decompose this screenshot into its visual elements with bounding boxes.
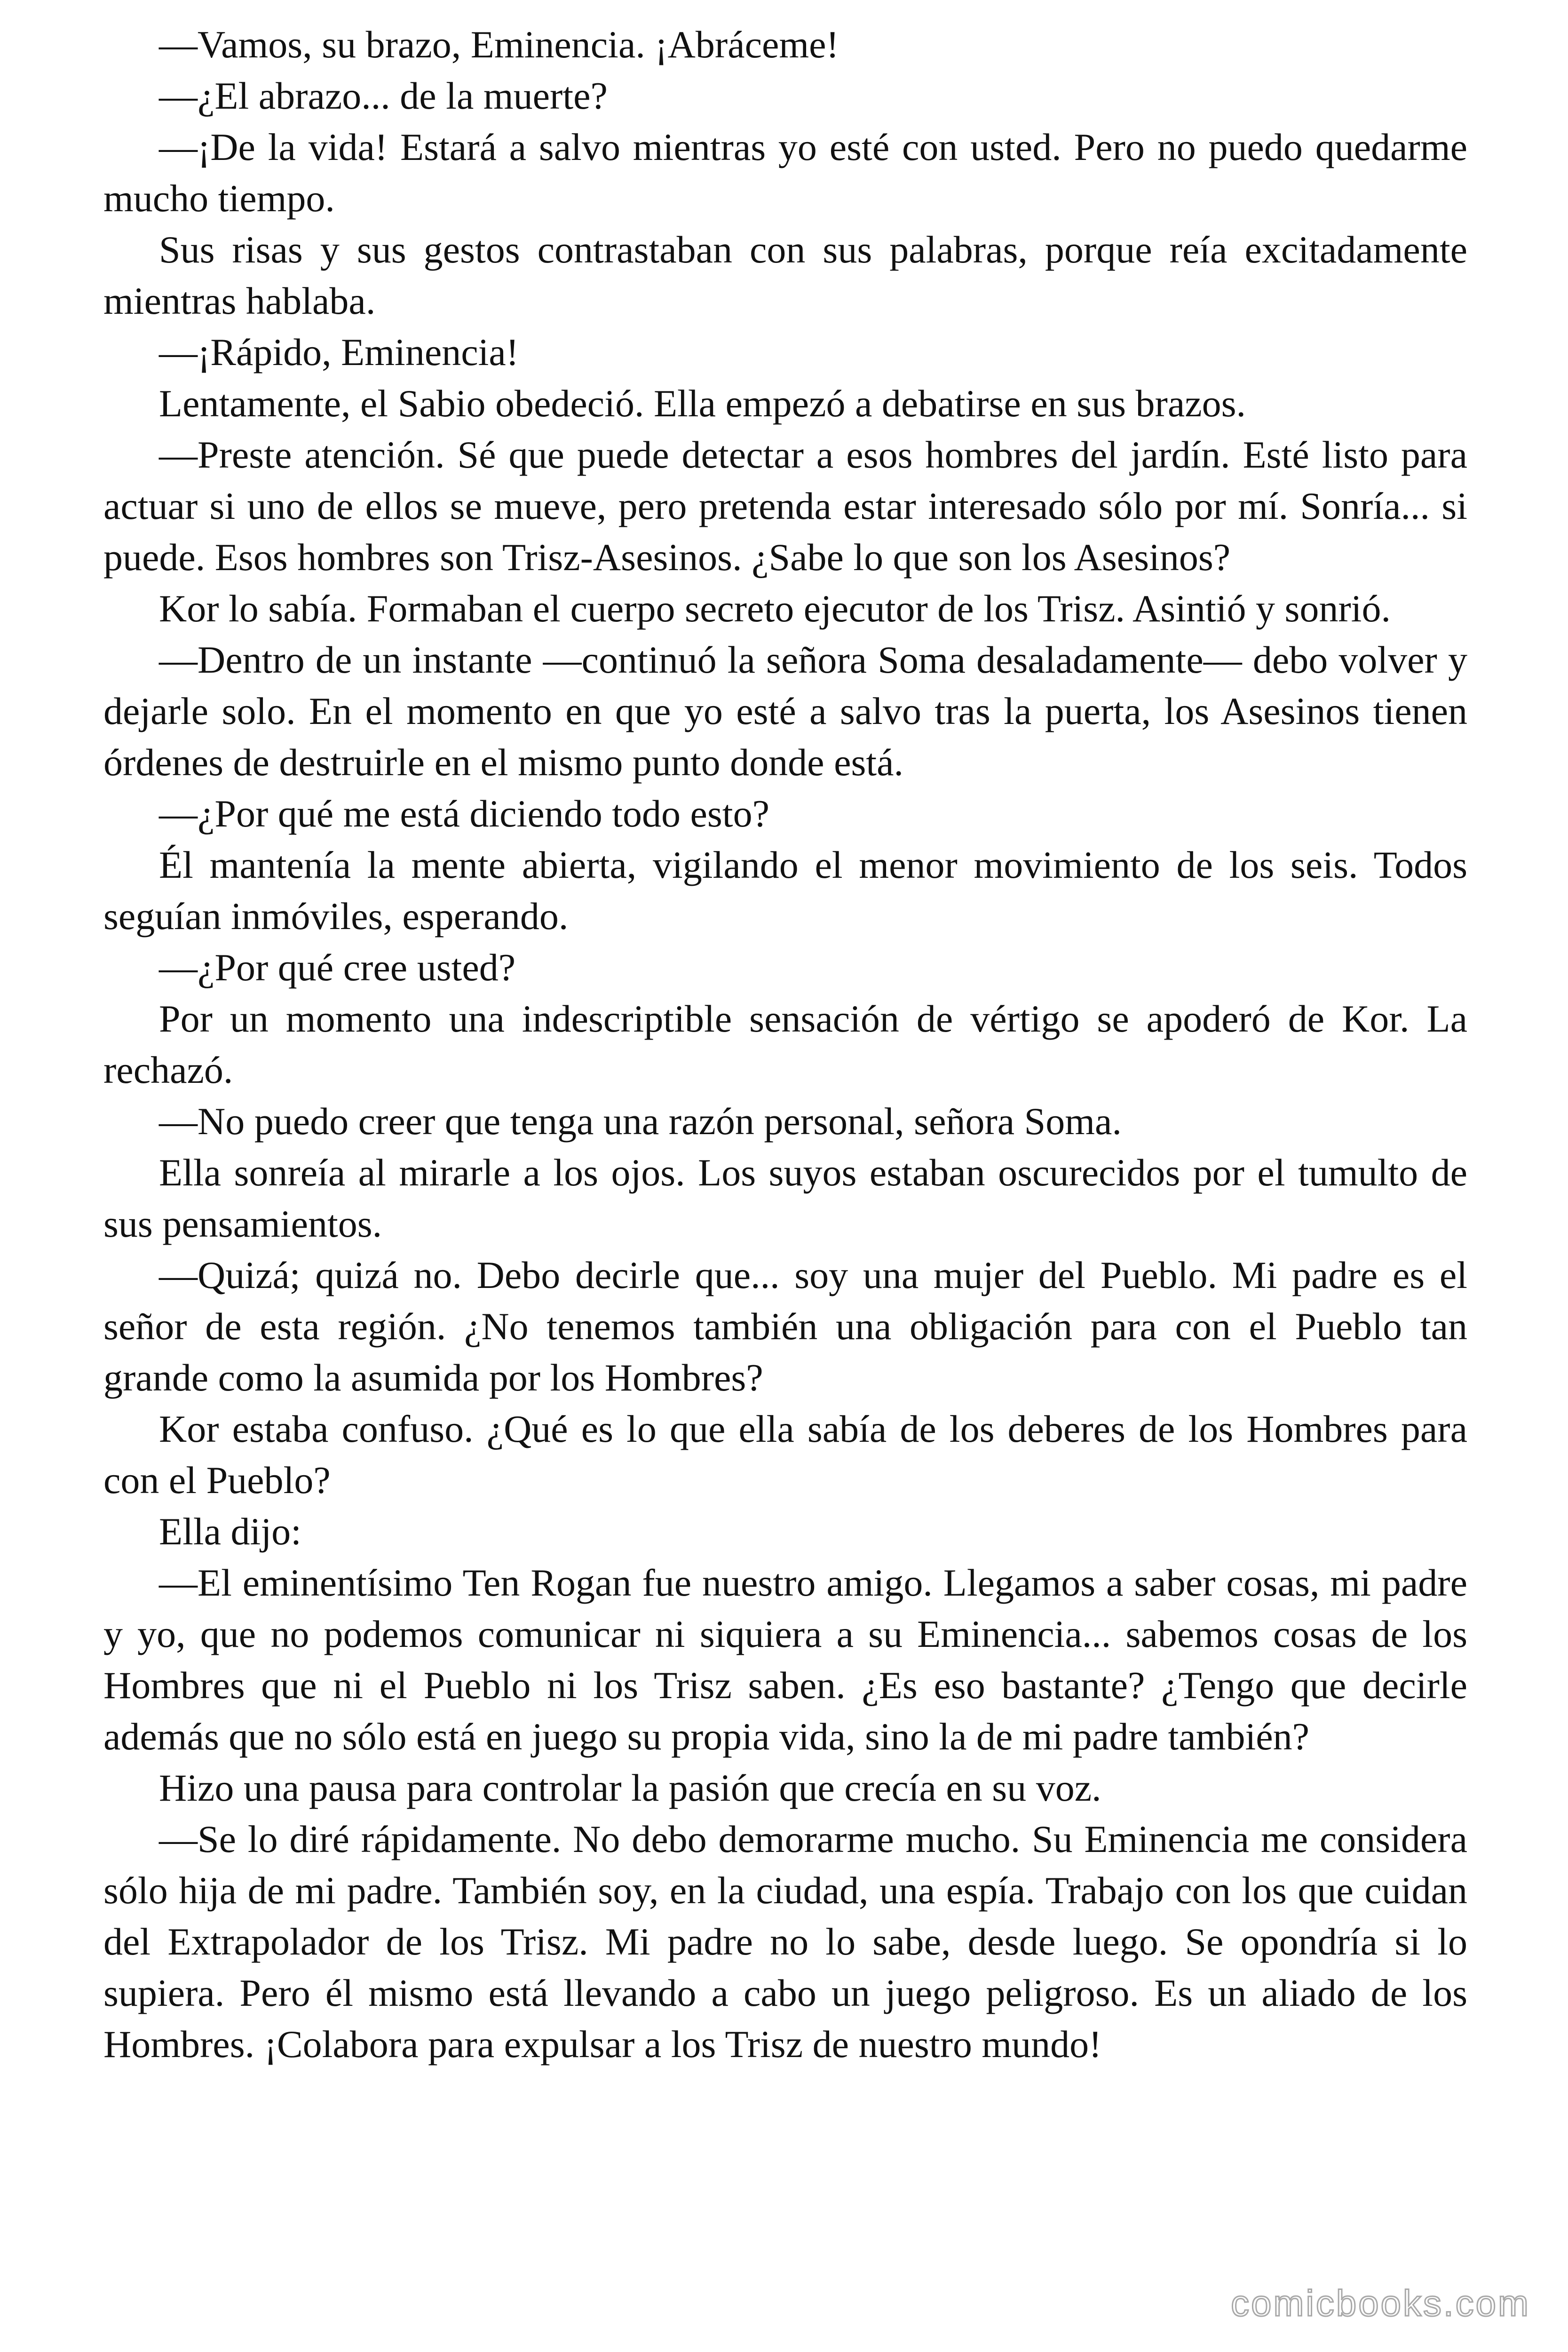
paragraph: Ella dijo: bbox=[159, 1510, 301, 1553]
paragraph: Kor estaba confuso. ¿Qué es lo que ella sabía de los deberes de los Hombres para con el Pueblo? bbox=[103, 1407, 1467, 1502]
paragraph: —No puedo creer que tenga una razón personal, señora Soma. bbox=[159, 1100, 1122, 1143]
paragraph: —El eminentísimo Ten Rogan fue nuestro amigo. Llegamos a saber cosas, mi padre y yo, que no podemos comunicar ni siquiera a su Eminencia... sabemos cosas de los Hombres que ni el Pueblo ni los Trisz saben. ¿Es eso bastante? ¿Tengo que decirle además que no sólo está en juego su propia vida, sino la de mi padre también? bbox=[103, 1561, 1467, 1758]
paragraph: Él mantenía la mente abierta, vigilando el menor movimiento de los seis. Todos seguían inmóviles, esperando. bbox=[103, 843, 1467, 938]
paragraph: —¡De la vida! Estará a salvo mientras yo esté con usted. Pero no puedo quedarme mucho tiempo. bbox=[103, 126, 1467, 220]
page-text bbox=[103, 19, 1467, 2070]
watermark: comicbooks.com bbox=[1231, 2282, 1530, 2324]
paragraph: Sus risas y sus gestos contrastaban con sus palabras, porque reía excitadamente mientras hablaba. bbox=[103, 228, 1467, 322]
paragraph: —¡Rápido, Eminencia! bbox=[159, 331, 519, 373]
paragraph: —Vamos, su brazo, Eminencia. ¡Abráceme! bbox=[159, 23, 839, 66]
paragraph: —¿El abrazo... de la muerte? bbox=[159, 74, 608, 117]
paragraph: —Se lo diré rápidamente. No debo demorarme mucho. Su Eminencia me considera sólo hija de mi padre. También soy, en la ciudad, una espía. Trabajo con los que cuidan del Extrapolador de los Trisz. Mi padre no lo sabe, desde luego. Se opondría si lo supiera. Pero él mismo está llevando a cabo un juego peligroso. Es un aliado de los Hombres. ¡Colabora para expulsar a los Trisz de nuestro mundo! bbox=[103, 1818, 1467, 2066]
paragraph: —Quizá; quizá no. Debo decirle que... soy una mujer del Pueblo. Mi padre es el señor de esta región. ¿No tenemos también una obligación para con el Pueblo tan grande como la asumida por los Hombres? bbox=[103, 1254, 1467, 1399]
paragraph: Lentamente, el Sabio obedeció. Ella empezó a debatirse en sus brazos. bbox=[159, 382, 1246, 425]
paragraph: —¿Por qué me está diciendo todo esto? bbox=[159, 792, 769, 835]
paragraph: —Dentro de un instante —continuó la señora Soma desaladamente— debo volver y dejarle solo. En el momento en que yo esté a salvo tras la puerta, los Asesinos tienen órdenes de destruirle en el mismo punto donde está. bbox=[103, 638, 1467, 784]
paragraph: Ella sonreía al mirarle a los ojos. Los suyos estaban oscurecidos por el tumulto de sus pensamientos. bbox=[103, 1151, 1467, 1245]
paragraph: Por un momento una indescriptible sensación de vértigo se apoderó de Kor. La rechazó. bbox=[103, 997, 1467, 1091]
paragraph: Hizo una pausa para controlar la pasión que crecía en su voz. bbox=[159, 1766, 1101, 1809]
paragraph: —¿Por qué cree usted? bbox=[159, 946, 516, 989]
paragraph: Kor lo sabía. Formaban el cuerpo secreto ejecutor de los Trisz. Asintió y sonrió. bbox=[159, 587, 1391, 630]
paragraph: —Preste atención. Sé que puede detectar a esos hombres del jardín. Esté listo para actuar si uno de ellos se mueve, pero pretenda estar interesado sólo por mí. Sonría... si puede. Esos hombres son Trisz-Asesinos. ¿Sabe lo que son los Asesinos? bbox=[103, 433, 1467, 579]
